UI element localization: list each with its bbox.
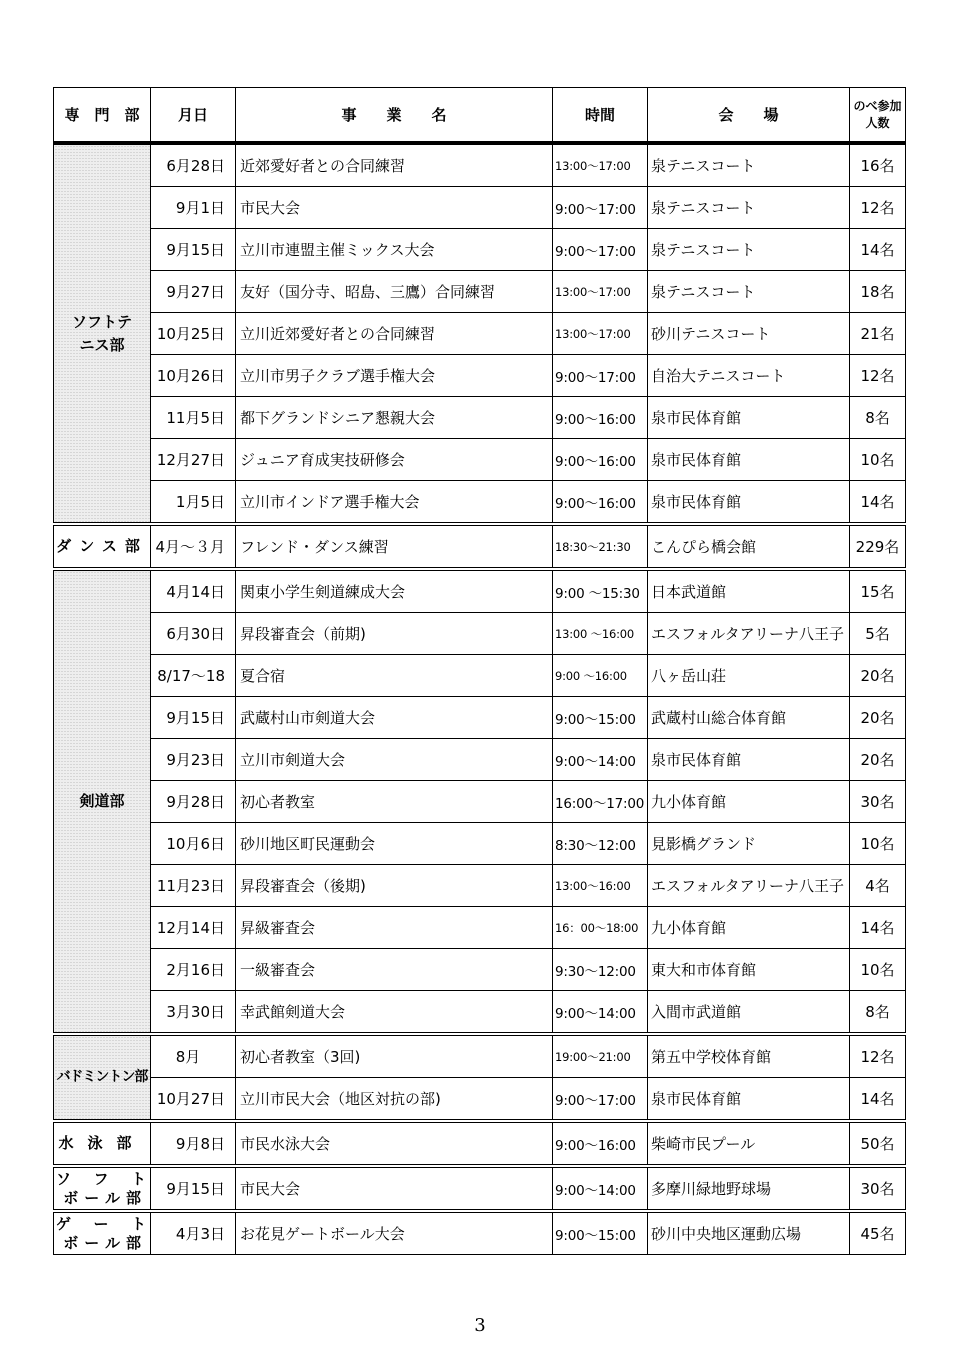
venue-cell: 九小体育館 [648, 781, 850, 823]
event-cell: 昇段審査会（後期) [236, 865, 553, 907]
event-cell: 都下グランドシニア懇親大会 [236, 397, 553, 439]
time-cell: 9:00～17:00 [553, 229, 648, 271]
table-row [54, 271, 906, 313]
event-cell: 夏合宿 [236, 655, 553, 697]
table-row [54, 524, 906, 569]
event-cell: 関東小学生剣道練成大会 [236, 569, 553, 613]
table-row [54, 1121, 906, 1166]
time-cell: 16：00～18:00 [553, 907, 648, 949]
dept-line-1: ゲート [56, 1214, 146, 1233]
table-row [54, 781, 906, 823]
date-cell: 11月5日 [151, 397, 236, 439]
table-row [54, 481, 906, 525]
date-cell: 9月15日 [151, 229, 236, 271]
date-cell: 9月15日 [151, 1166, 236, 1211]
count-cell: 21名 [850, 313, 906, 355]
table-row [54, 655, 906, 697]
time-cell: 9:00～16:00 [553, 397, 648, 439]
count-cell: 12名 [850, 355, 906, 397]
venue-cell: 砂川テニスコート [648, 313, 850, 355]
header-venue: 会 場 [648, 88, 850, 144]
venue-cell: 東大和市体育館 [648, 949, 850, 991]
venue-cell: 泉市民体育館 [648, 1078, 850, 1122]
time-cell: 16:00～17:00 [553, 781, 648, 823]
venue-cell: 武蔵村山総合体育館 [648, 697, 850, 739]
event-cell: お花見ゲートボール大会 [236, 1211, 553, 1255]
event-cell: 武蔵村山市剣道大会 [236, 697, 553, 739]
table-row [54, 1211, 906, 1255]
time-cell: 9:00～14:00 [553, 739, 648, 781]
schedule-table [53, 87, 906, 1255]
count-cell: 20名 [850, 697, 906, 739]
dept-line-2: ボール部 [63, 1188, 147, 1207]
time-cell: 9:00～15:00 [553, 697, 648, 739]
event-cell: 市民水泳大会 [236, 1121, 553, 1166]
date-cell: 9月15日 [151, 697, 236, 739]
header-event: 事 業 名 [236, 88, 553, 144]
venue-cell: 泉テニスコート [648, 229, 850, 271]
header-time: 時間 [553, 88, 648, 144]
event-cell: 立川市インドア選手権大会 [236, 481, 553, 525]
table-row [54, 187, 906, 229]
table-row [54, 697, 906, 739]
time-cell: 13:00～16:00 [553, 865, 648, 907]
date-cell: 12月14日 [151, 907, 236, 949]
venue-cell: 入間市武道館 [648, 991, 850, 1035]
venue-cell: 自治大テニスコート [648, 355, 850, 397]
date-cell: 11月23日 [151, 865, 236, 907]
time-cell: 9:00～17:00 [553, 1078, 648, 1122]
table-row [54, 143, 906, 187]
event-cell: 初心者教室 [236, 781, 553, 823]
time-cell: 19:00～21:00 [553, 1034, 648, 1078]
time-cell: 9:00～16:00 [553, 481, 648, 525]
event-cell: 立川近郊愛好者との合同練習 [236, 313, 553, 355]
count-cell: 14名 [850, 907, 906, 949]
count-cell: 229名 [850, 524, 906, 569]
table-row [54, 907, 906, 949]
dept-cell-softball [54, 1166, 151, 1211]
dept-cell-dance: ダンス部 [54, 524, 151, 569]
dept-line-1: ソフト [56, 1169, 146, 1188]
event-cell: 立川市男子クラブ選手権大会 [236, 355, 553, 397]
date-cell: 9月27日 [151, 271, 236, 313]
count-cell: 8名 [850, 991, 906, 1035]
count-cell: 16名 [850, 143, 906, 187]
count-cell: 18名 [850, 271, 906, 313]
venue-cell: 多摩川緑地野球場 [648, 1166, 850, 1211]
date-cell: 6月28日 [151, 143, 236, 187]
time-cell: 9:00～16:00 [553, 439, 648, 481]
count-cell: 10名 [850, 949, 906, 991]
count-cell: 14名 [850, 229, 906, 271]
venue-cell: 泉市民体育館 [648, 481, 850, 525]
table-row [54, 397, 906, 439]
time-cell: 9:00～14:00 [553, 1166, 648, 1211]
date-cell: 9月28日 [151, 781, 236, 823]
time-cell: 9:00～17:00 [553, 187, 648, 229]
dept-cell-swimming: 水泳部 [54, 1121, 151, 1166]
table-row [54, 739, 906, 781]
date-cell: 8月 [151, 1034, 236, 1078]
event-cell: 立川市民大会（地区対抗の部) [236, 1078, 553, 1122]
header-row [54, 88, 906, 144]
venue-cell: 柴崎市民プール [648, 1121, 850, 1166]
dept-cell-kendo: 剣道部 [54, 569, 151, 1034]
venue-cell: 第五中学校体育館 [648, 1034, 850, 1078]
count-cell: 8名 [850, 397, 906, 439]
table-row [54, 1078, 906, 1122]
table-row [54, 865, 906, 907]
event-cell: 昇段審査会（前期) [236, 613, 553, 655]
event-cell: 昇級審査会 [236, 907, 553, 949]
date-cell: 10月25日 [151, 313, 236, 355]
header-count: のべ参加人数 [850, 88, 906, 144]
time-cell: 13:00～17:00 [553, 143, 648, 187]
venue-cell: 泉市民体育館 [648, 397, 850, 439]
date-cell: 10月27日 [151, 1078, 236, 1122]
table-row [54, 569, 906, 613]
venue-cell: 見影橋グランド [648, 823, 850, 865]
time-cell: 9:00～15:00 [553, 1211, 648, 1255]
table-row [54, 1034, 906, 1078]
count-cell: 5名 [850, 613, 906, 655]
table-row [54, 991, 906, 1035]
venue-cell: 日本武道館 [648, 569, 850, 613]
time-cell: 9:00～16:00 [553, 1121, 648, 1166]
event-cell: フレンド・ダンス練習 [236, 524, 553, 569]
header-date: 月日 [151, 88, 236, 144]
date-cell: 6月30日 [151, 613, 236, 655]
venue-cell: エスフォルタアリーナ八王子 [648, 865, 850, 907]
date-cell: 1月5日 [151, 481, 236, 525]
date-cell: 4月14日 [151, 569, 236, 613]
date-cell: 2月16日 [151, 949, 236, 991]
event-cell: ジュニア育成実技研修会 [236, 439, 553, 481]
time-cell: 9:00～14:00 [553, 991, 648, 1035]
dept-cell-badminton: バドミントン部 [54, 1034, 151, 1121]
time-cell: 13:00～17:00 [553, 313, 648, 355]
time-cell: 9:00～17:00 [553, 355, 648, 397]
event-cell: 一級審査会 [236, 949, 553, 991]
venue-cell: エスフォルタアリーナ八王子 [648, 613, 850, 655]
time-cell: 13:00～17:00 [553, 271, 648, 313]
venue-cell: 泉テニスコート [648, 271, 850, 313]
table-row [54, 949, 906, 991]
date-cell: 8/17～18 [151, 655, 236, 697]
table-row [54, 823, 906, 865]
time-cell: 13:00 ～16:00 [553, 613, 648, 655]
count-cell: 14名 [850, 1078, 906, 1122]
event-cell: 立川市剣道大会 [236, 739, 553, 781]
table-row [54, 1166, 906, 1211]
count-cell: 10名 [850, 823, 906, 865]
count-cell: 20名 [850, 655, 906, 697]
venue-cell: 九小体育館 [648, 907, 850, 949]
date-cell: 4月～３月 [151, 524, 236, 569]
count-cell: 30名 [850, 781, 906, 823]
header-dept: 専 門 部 [54, 88, 151, 144]
count-cell: 20名 [850, 739, 906, 781]
count-cell: 12名 [850, 1034, 906, 1078]
count-cell: 45名 [850, 1211, 906, 1255]
count-cell: 12名 [850, 187, 906, 229]
time-cell: 9:00 ～16:00 [553, 655, 648, 697]
venue-cell: 八ヶ岳山荘 [648, 655, 850, 697]
schedule-body [54, 143, 906, 1255]
table-row [54, 613, 906, 655]
count-cell: 15名 [850, 569, 906, 613]
count-cell: 50名 [850, 1121, 906, 1166]
time-cell: 8:30～12:00 [553, 823, 648, 865]
event-cell: 幸武館剣道大会 [236, 991, 553, 1035]
count-cell: 14名 [850, 481, 906, 525]
dept-cell-gateball [54, 1211, 151, 1255]
venue-cell: 砂川中央地区運動広場 [648, 1211, 850, 1255]
date-cell: 9月23日 [151, 739, 236, 781]
date-cell: 9月1日 [151, 187, 236, 229]
event-cell: 市民大会 [236, 1166, 553, 1211]
venue-cell: 泉市民体育館 [648, 739, 850, 781]
event-cell: 初心者教室（3回) [236, 1034, 553, 1078]
date-cell: 12月27日 [151, 439, 236, 481]
event-cell: 砂川地区町民運動会 [236, 823, 553, 865]
date-cell: 4月3日 [151, 1211, 236, 1255]
venue-cell: 泉市民体育館 [648, 439, 850, 481]
date-cell: 3月30日 [151, 991, 236, 1035]
dept-line-2: ボール部 [63, 1233, 147, 1252]
venue-cell: こんぴら橋会館 [648, 524, 850, 569]
date-cell: 10月26日 [151, 355, 236, 397]
table-row [54, 439, 906, 481]
count-cell: 4名 [850, 865, 906, 907]
venue-cell: 泉テニスコート [648, 187, 850, 229]
time-cell: 18:30～21:30 [553, 524, 648, 569]
page-number: 3 [474, 1315, 486, 1336]
count-cell: 30名 [850, 1166, 906, 1211]
table-row [54, 355, 906, 397]
venue-cell: 泉テニスコート [648, 143, 850, 187]
event-cell: 立川市連盟主催ミックス大会 [236, 229, 553, 271]
date-cell: 10月6日 [151, 823, 236, 865]
event-cell: 友好（国分寺、昭島、三鷹）合同練習 [236, 271, 553, 313]
event-cell: 市民大会 [236, 187, 553, 229]
time-cell: 9:30～12:00 [553, 949, 648, 991]
event-cell: 近郊愛好者との合同練習 [236, 143, 553, 187]
date-cell: 9月8日 [151, 1121, 236, 1166]
table-row [54, 229, 906, 271]
table-row [54, 313, 906, 355]
dept-cell-soft-tennis: ソフトテニス部 [54, 143, 151, 524]
time-cell: 9:00 ～15:30 [553, 569, 648, 613]
count-cell: 10名 [850, 439, 906, 481]
